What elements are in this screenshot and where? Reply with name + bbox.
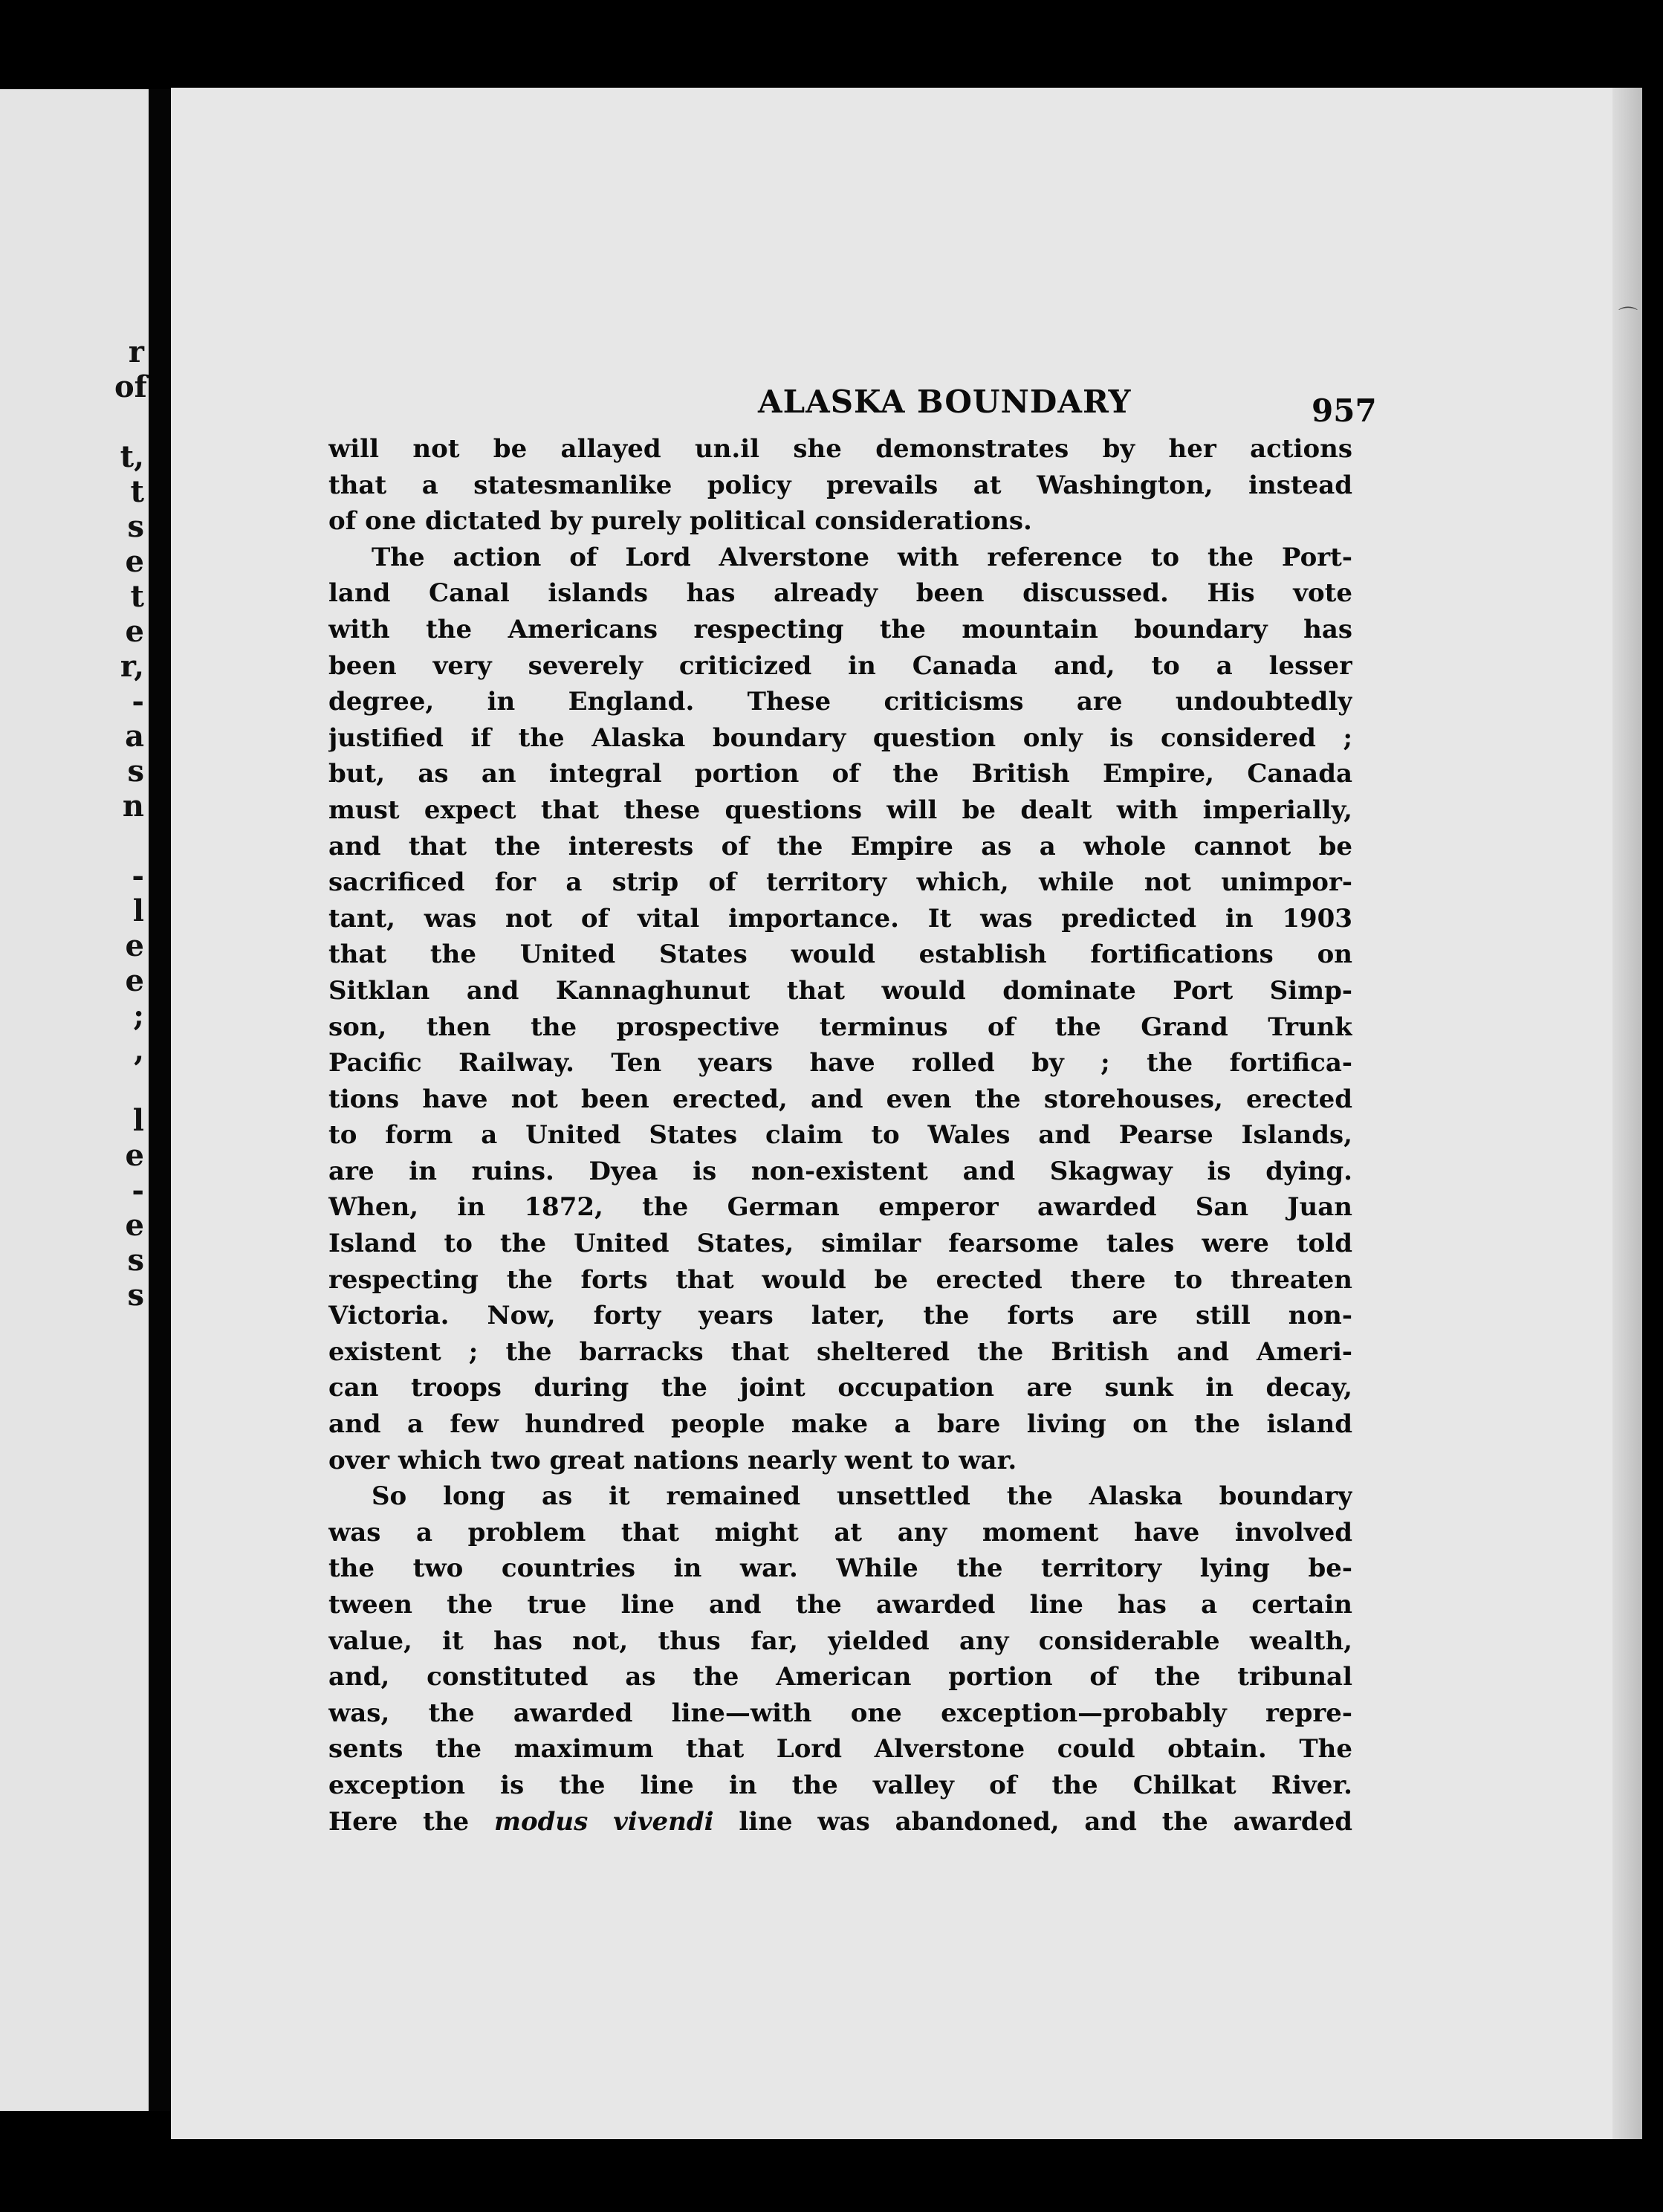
text-line: and that the interests of the Empire as a whole cannot be — [328, 831, 1352, 861]
text-line: to form a United States claim to Wales and Pearse Islands, — [328, 1120, 1352, 1151]
book-gutter — [149, 89, 171, 2111]
text-line: When, in 1872, the German emperor awarded San Juan — [328, 1192, 1352, 1223]
text-line: value, it has not, thus far, yielded any considerable wealth, — [328, 1626, 1352, 1656]
facing-page-char: - — [132, 684, 144, 719]
facing-page-char: e — [125, 928, 144, 963]
text-line: Island to the United States, similar fearsome tales were told — [328, 1229, 1352, 1259]
facing-page-char: e — [125, 614, 144, 649]
text-line: over which two great nations nearly went to war. — [328, 1445, 1017, 1475]
running-title: ALASKA BOUNDARY — [758, 384, 1132, 420]
page-edge-shadow — [1612, 88, 1642, 2139]
body-text — [328, 431, 1352, 1840]
text-line: existent ; the barracks that sheltered the British and Ameri- — [328, 1336, 1352, 1367]
text-line: of one dictated by purely political considerations. — [328, 506, 1032, 537]
facing-page-char: - — [132, 1173, 144, 1208]
facing-page-text-edge — [114, 334, 147, 1313]
facing-page-char: e — [125, 544, 144, 579]
italic-phrase: modus vivendi — [493, 1806, 714, 1837]
facing-page-char: s — [127, 509, 144, 544]
text-line: land Canal islands has already been discussed. His vote — [328, 578, 1352, 609]
text-line: was, the awarded line—with one exception—probably repre- — [328, 1698, 1352, 1728]
text-line: the two countries in war. While the territory lying be- — [328, 1553, 1352, 1584]
facing-page-char: s — [127, 1243, 144, 1278]
facing-page-char: l — [132, 893, 144, 928]
text-line: Pacific Railway. Ten years have rolled by ; the fortifica- — [328, 1048, 1352, 1078]
text-line: sacrificed for a strip of territory which, while not unimpor- — [328, 867, 1352, 898]
text-line: that a statesmanlike policy prevails at Washington, instead — [328, 470, 1352, 500]
facing-page-char — [114, 1068, 144, 1103]
text-line: sents the maximum that Lord Alverstone could obtain. The — [328, 1734, 1352, 1765]
facing-page-char: s — [127, 754, 144, 789]
facing-page-char — [114, 824, 144, 858]
facing-page-char: - — [132, 858, 144, 893]
text-line: So long as it remained unsettled the Alaska boundary — [372, 1481, 1352, 1512]
scan-bottom-border — [0, 2139, 1663, 2212]
text-line: The action of Lord Alverstone with reference to the Port- — [372, 542, 1352, 572]
facing-page-fragment — [0, 89, 149, 2111]
facing-page-char: n — [122, 789, 144, 824]
text-line: and, constituted as the American portion of the tribunal — [328, 1662, 1352, 1692]
text-line: are in ruins. Dyea is non-existent and Skagway is dying. — [328, 1156, 1352, 1186]
text-line: must expect that these questions will be dealt with imperially, — [328, 795, 1352, 825]
text-line: degree, in England. These criticisms are undoubtedly — [328, 687, 1352, 717]
facing-page-char: t, — [120, 439, 144, 474]
text-line: exception is the line in the valley of the Chilkat River. — [328, 1770, 1352, 1800]
text-line: Victoria. Now, forty years later, the forts are still non- — [328, 1301, 1352, 1331]
facing-page-char: of — [114, 369, 147, 404]
text-line: justified if the Alaska boundary question only is considered ; — [328, 722, 1352, 753]
text-line: Sitklan and Kannaghunut that would dominate Port Simp- — [328, 975, 1352, 1006]
running-header — [320, 384, 1377, 429]
text-line: respecting the forts that would be erected there to threaten — [328, 1264, 1352, 1295]
text-line: but, as an integral portion of the British Empire, Canada — [328, 759, 1352, 789]
text-run: Here the — [328, 1806, 494, 1837]
facing-page-char: r — [128, 334, 144, 369]
text-line: tant, was not of vital importance. It was predicted in 1903 — [328, 903, 1352, 934]
text-run: line was abandoned, and the awarded — [713, 1806, 1352, 1837]
page-number: 957 — [1312, 392, 1377, 429]
text-line — [328, 1804, 1352, 1840]
facing-page-char: t — [130, 579, 144, 614]
text-line: son, then the prospective terminus of the Grand Trunk — [328, 1012, 1352, 1042]
facing-page-char: ; — [133, 998, 144, 1033]
text-line: with the Americans respecting the mountain boundary has — [328, 614, 1352, 644]
facing-page-char: e — [125, 1208, 144, 1243]
facing-page-char: a — [125, 719, 144, 754]
text-line: can troops during the joint occupation are sunk in decay, — [328, 1373, 1352, 1403]
text-line: tions have not been erected, and even the storehouses, erected — [328, 1084, 1352, 1114]
facing-page-char: r, — [120, 649, 144, 684]
facing-page-char: , — [134, 1033, 144, 1068]
facing-page-char: l — [132, 1103, 144, 1138]
text-line: been very severely criticized in Canada and, to a lesser — [328, 650, 1352, 681]
facing-page-char: s — [127, 1278, 144, 1313]
text-line: will not be allayed un.il she demonstrates by her actions — [328, 434, 1352, 464]
facing-page-char: e — [125, 963, 144, 998]
facing-page-char — [114, 404, 144, 439]
facing-page-char: e — [125, 1138, 144, 1173]
facing-page-char: t — [130, 474, 144, 509]
text-line: that the United States would establish fortifications on — [328, 940, 1352, 970]
text-line: tween the true line and the awarded line has a certain — [328, 1590, 1352, 1620]
scan-speck-mark: ⌒ — [1618, 306, 1638, 329]
text-line: was a problem that might at any moment have involved — [328, 1517, 1352, 1548]
book-page — [171, 88, 1642, 2139]
text-line: and a few hundred people make a bare living on the island — [328, 1409, 1352, 1440]
